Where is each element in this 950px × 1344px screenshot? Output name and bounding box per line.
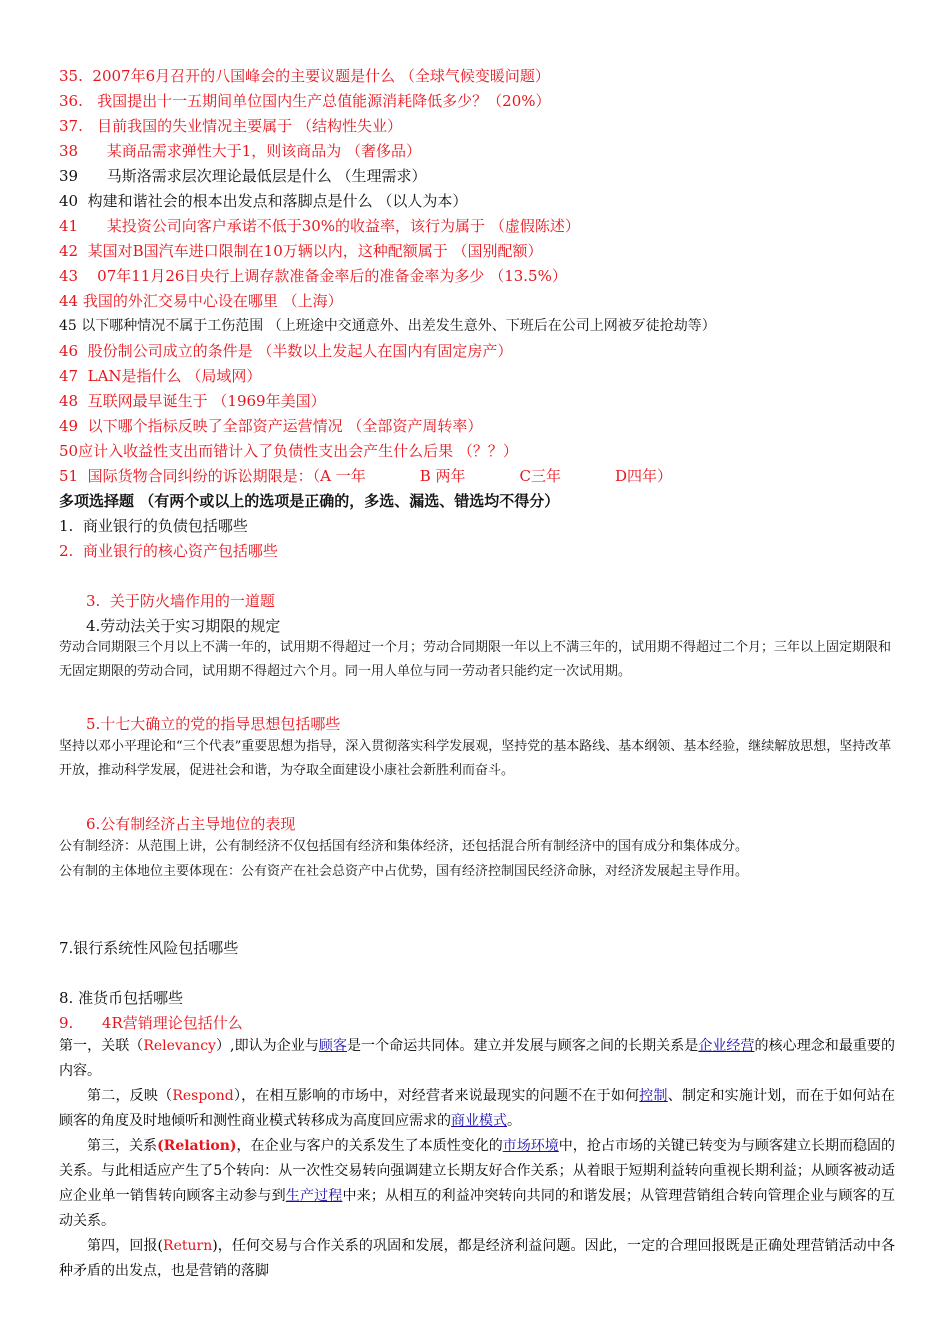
answer-5: 坚持以邓小平理论和“三个代表”重要思想为指导，深入贯彻落实科学发展观，坚持党的基本路线、基本纲领、基本经验，继续解放思想，坚持改革开放，推动科学发展，促进社会和谐，为夺取全面建设小康社会新胜利而奋斗。 <box>59 739 892 778</box>
multi-choice-heading: 多项选择题 （有两个或以上的选项是正确的，多选、漏选、错选均不得分） <box>59 492 560 510</box>
multi-question-7: 7.银行系统性风险包括哪些 <box>59 939 239 957</box>
question-45: 45 以下哪种情况不属于工伤范围 （上班途中交通意外、出差发生意外、下班后在公司上网被歹徒抢劫等） <box>59 318 716 334</box>
paragraph-relation: 第三，关系(Relation)，在企业与客户的关系发生了本质性变化的市场环境中，抢占市场的关键已转变为与顾客建立长期而稳固的关系。与此相适应产生了5个转向：从一次性交易转向强调建立长期友好合作关系；从着眼于短期利益转向重视长期利益；从顾客被动适应企业单一销售转向顾客主动参与到生产过程中来；从相互的利益冲突转向共同的和谐发展；从管理营销组合转向管理企业与顾客的互动关系。 <box>59 1138 896 1229</box>
question-44: 44 我国的外汇交易中心设在哪里 （上海） <box>59 292 343 310</box>
multi-question-1: 1. 商业银行的负债包括哪些 <box>59 517 248 535</box>
link-customer[interactable]: 顾客 <box>318 1038 347 1054</box>
multi-question-3: 3. 关于防火墙作用的一道题 <box>86 592 275 610</box>
question-36: 36. 我国提出十一五期间单位国内生产总值能源消耗降低多少？（20%） <box>59 92 551 110</box>
answer-4: 劳动合同期限三个月以上不满一年的，试用期不得超过一个月；劳动合同期限一年以上不满三年的，试用期不得超过二个月；三年以上固定期限和无固定期限的劳动合同，试用期不得超过六个月。同一用人单位与同一劳动者只能约定一次试用期。 <box>59 640 892 679</box>
paragraph-return: 第四，回报(Return)，任何交易与合作关系的巩固和发展，都是经济利益问题。因此，一定的合理回报既是正确处理营销活动中各种矛盾的出发点，也是营销的落脚 <box>59 1238 895 1279</box>
multi-question-2: 2. 商业银行的核心资产包括哪些 <box>59 542 278 560</box>
question-37: 37. 目前我国的失业情况主要属于 （结构性失业） <box>59 117 402 135</box>
question-51: 51 国际货物合同纠纷的诉讼期限是：（A 一年 B 两年 C三年 D四年） <box>59 467 673 485</box>
paragraph-respond: 第二，反映（Respond），在相互影响的市场中，对经营者来说最现实的问题不在于如何控制、制定和实施计划，而在于如何站在顾客的角度及时地倾听和测性商业模式转移成为高度回应需求的商业模式。 <box>59 1088 896 1129</box>
question-42: 42 某国对B国汽车进口限制在10万辆以内，这种配额属于 （国别配额） <box>59 242 543 260</box>
question-47: 47 LAN是指什么 （局域网） <box>59 367 262 385</box>
multi-question-4: 4.劳动法关于实习期限的规定 <box>86 617 281 635</box>
question-40: 40 构建和谐社会的根本出发点和落脚点是什么 （以人为本） <box>59 192 468 210</box>
answer-6-line-1: 公有制经济：从范围上讲，公有制经济不仅包括国有经济和集体经济，还包括混合所有制经济中的国有成分和集体成分。 <box>59 839 749 854</box>
question-48: 48 互联网最早诞生于 （1969年美国） <box>59 392 326 410</box>
link-business-model[interactable]: 商业模式 <box>451 1113 507 1129</box>
answer-6-line-2: 公有制的主体地位主要体现在：公有资产在社会总资产中占优势，国有经济控制国民经济命脉，对经济发展起主导作用。 <box>59 864 749 879</box>
multi-question-8: 8. 准货币包括哪些 <box>59 989 184 1007</box>
question-38: 38 某商品需求弹性大于1，则该商品为 （奢侈品） <box>59 142 422 160</box>
question-43: 43 07年11月26日央行上调存款准备金率后的准备金率为多少 （13.5%） <box>59 267 567 285</box>
question-41: 41 某投资公司向客户承诺不低于30%的收益率，该行为属于 （虚假陈述） <box>59 217 580 235</box>
link-market-environment[interactable]: 市场环境 <box>502 1138 559 1154</box>
question-50: 50应计入收益性支出而错计入了负债性支出会产生什么后果 （？？） <box>59 442 518 460</box>
multi-question-9: 9. 4R营销理论包括什么 <box>59 1014 243 1032</box>
question-35: 35. 2007年6月召开的八国峰会的主要议题是什么 （全球气候变暖问题） <box>59 67 550 85</box>
question-49: 49 以下哪个指标反映了全部资产运营情况 （全部资产周转率） <box>59 417 483 435</box>
paragraph-relevancy: 第一，关联（Relevancy）,即认为企业与顾客是一个命运共同体。建立并发展与顾客之间的长期关系是企业经营的核心理念和最重要的内容。 <box>59 1038 896 1079</box>
question-46: 46 股份制公司成立的条件是 （半数以上发起人在国内有固定房产） <box>59 342 513 360</box>
question-39: 39 马斯洛需求层次理论最低层是什么 （生理需求） <box>59 167 427 185</box>
link-control[interactable]: 控制 <box>639 1088 668 1104</box>
multi-question-6: 6.公有制经济占主导地位的表现 <box>86 815 296 833</box>
link-business-operation[interactable]: 企业经营 <box>698 1038 755 1054</box>
multi-question-5: 5.十七大确立的党的指导思想包括哪些 <box>86 715 341 733</box>
link-production-process[interactable]: 生产过程 <box>285 1188 343 1204</box>
